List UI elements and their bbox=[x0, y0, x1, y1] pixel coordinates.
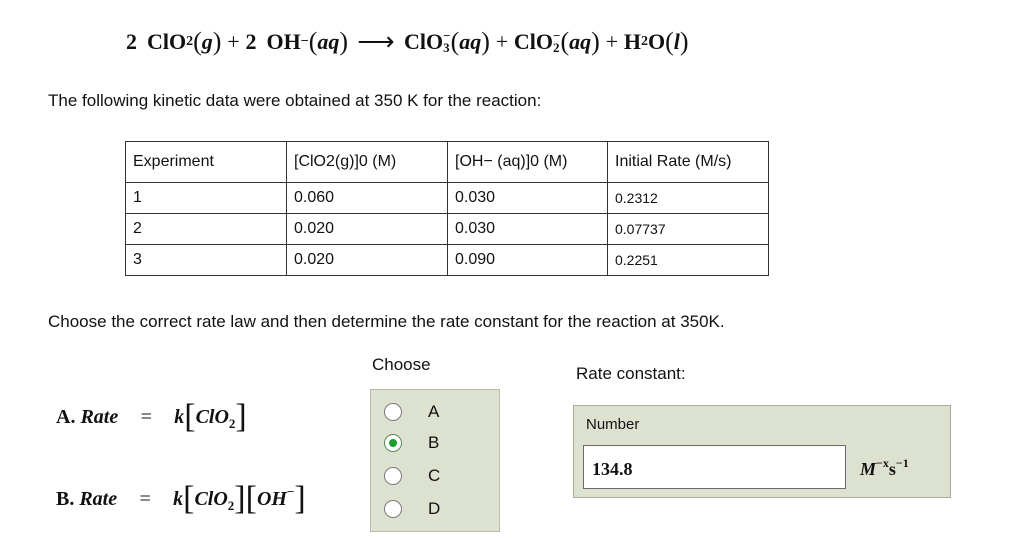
table-cell: 0.2251 bbox=[608, 245, 769, 276]
formula: OH bbox=[266, 29, 301, 54]
formula: ClO bbox=[404, 29, 444, 54]
subscript: 2 bbox=[553, 40, 560, 55]
table-cell: 0.030 bbox=[448, 183, 608, 214]
radio-option-d[interactable] bbox=[371, 493, 499, 525]
plus-sign: + bbox=[605, 29, 619, 54]
table-cell: 1 bbox=[126, 183, 287, 214]
rate-law-b: B. Rate = k[ClO$_2$][OH−] bbox=[56, 480, 306, 517]
equals-sign: = bbox=[140, 406, 152, 428]
radio-option-label: C bbox=[428, 466, 441, 485]
column-header-experiment: Experiment bbox=[126, 142, 287, 183]
superscript: − bbox=[553, 28, 561, 43]
rate-word: Rate bbox=[80, 406, 119, 428]
superscript: − bbox=[300, 34, 309, 49]
column-header-clo2: [ClO2(g)]0 (M) bbox=[287, 142, 448, 183]
unit-exponent: −1 bbox=[895, 456, 909, 470]
radio-button-icon[interactable] bbox=[384, 500, 402, 518]
rate-constant-symbol: k bbox=[173, 488, 184, 510]
column-header-oh: [OH− (aq)]0 (M) bbox=[448, 142, 608, 183]
species: OH bbox=[256, 488, 287, 510]
table-cell: 0.07737 bbox=[608, 214, 769, 245]
rate-law-a: A. Rate = k[ClO$_2$] bbox=[56, 398, 247, 435]
radio-option-label: A bbox=[428, 402, 440, 421]
table-header-row bbox=[126, 142, 769, 183]
table-row bbox=[126, 245, 769, 276]
table-cell: 0.020 bbox=[287, 214, 448, 245]
column-header-rate: Initial Rate (M/s) bbox=[608, 142, 769, 183]
unit-exponent: −x bbox=[876, 456, 889, 470]
coefficient: 2 bbox=[245, 29, 257, 54]
radio-option-b[interactable] bbox=[371, 427, 499, 459]
state: l bbox=[673, 29, 680, 54]
table-row bbox=[126, 183, 769, 214]
radio-button-icon[interactable] bbox=[384, 434, 402, 452]
radio-button-icon[interactable] bbox=[384, 403, 402, 421]
superscript: − bbox=[286, 484, 295, 499]
option-label: B. bbox=[56, 488, 75, 510]
radio-option-a[interactable] bbox=[371, 396, 499, 428]
subscript: 3 bbox=[443, 40, 450, 55]
table-cell: 0.2312 bbox=[608, 183, 769, 214]
formula: ClO bbox=[513, 29, 554, 54]
number-caption: Number bbox=[586, 416, 640, 433]
unit-base: M bbox=[860, 459, 877, 479]
table-cell: 3 bbox=[126, 245, 287, 276]
radio-option-label: B bbox=[428, 433, 440, 452]
subscript: 2 bbox=[640, 34, 648, 49]
table-cell: 2 bbox=[126, 214, 287, 245]
rate-law-radio-group bbox=[370, 389, 500, 532]
choose-label: Choose bbox=[372, 355, 431, 374]
rate-constant-label: Rate constant: bbox=[576, 364, 686, 383]
unit-base: s bbox=[888, 459, 896, 479]
rate-constant-symbol: k bbox=[174, 406, 185, 428]
reaction-equation: 2 ClO 2 ( g ) + 2 OH − ( aq ) ⟶ ClO − 3 ( aq ) + ClO − 2 ( aq ) + H 2 O ( l ) bbox=[126, 27, 689, 56]
intro-text: The following kinetic data were obtained at 350 K for the reaction: bbox=[48, 91, 542, 110]
table-cell: 0.030 bbox=[448, 214, 608, 245]
superscript: − bbox=[443, 28, 451, 43]
formula: O bbox=[647, 29, 666, 54]
state: g bbox=[201, 29, 213, 54]
table-cell: 0.090 bbox=[448, 245, 608, 276]
state: aq bbox=[459, 29, 482, 54]
table-row bbox=[126, 214, 769, 245]
table-cell: 0.060 bbox=[287, 183, 448, 214]
subscript: 2 bbox=[186, 34, 194, 49]
reaction-arrow-icon: ⟶ bbox=[357, 27, 395, 56]
option-label: A. bbox=[56, 406, 76, 428]
radio-button-icon[interactable] bbox=[384, 467, 402, 485]
question-text: Choose the correct rate law and then determine the rate constant for the reaction at 350K. bbox=[48, 312, 725, 331]
formula: H bbox=[623, 29, 641, 54]
plus-sign: + bbox=[227, 29, 240, 54]
state: aq bbox=[317, 29, 340, 54]
rate-constant-input[interactable] bbox=[583, 445, 846, 489]
radio-option-c[interactable] bbox=[371, 460, 499, 492]
units-label bbox=[860, 456, 909, 480]
equals-sign: = bbox=[139, 488, 151, 510]
subscript: 2 bbox=[227, 498, 235, 513]
species: ClO bbox=[194, 488, 228, 510]
species: ClO bbox=[195, 406, 229, 428]
kinetic-data-table bbox=[125, 141, 769, 276]
state: aq bbox=[569, 29, 592, 54]
rate-constant-panel bbox=[573, 405, 951, 498]
radio-option-label: D bbox=[428, 499, 441, 518]
table-cell: 0.020 bbox=[287, 245, 448, 276]
coefficient: 2 bbox=[126, 29, 137, 54]
plus-sign: + bbox=[495, 29, 509, 54]
subscript: 2 bbox=[228, 416, 236, 431]
rate-word: Rate bbox=[79, 488, 118, 510]
formula: ClO bbox=[147, 29, 187, 54]
